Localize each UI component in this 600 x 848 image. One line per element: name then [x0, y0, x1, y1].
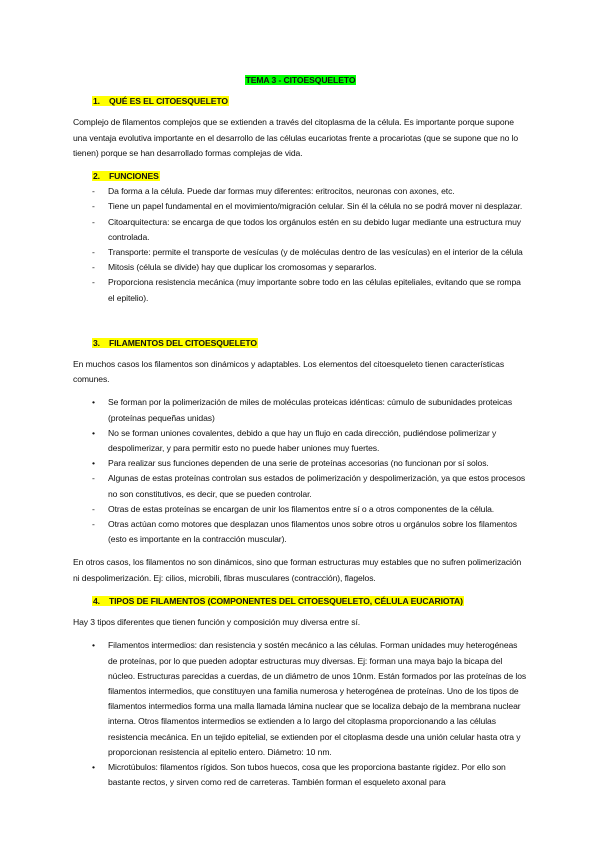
section-heading-3: 3. FILAMENTOS DEL CITOESQUELETO: [93, 337, 257, 348]
dash-marker: -: [92, 277, 95, 288]
list-item: - Citoarquitectura: se encarga de que todos los orgánulos estén en su debido lugar mediante una estructura muy controlada.: [92, 216, 521, 242]
filament-properties-list: [73, 395, 528, 471]
bullet-marker: •: [92, 397, 95, 408]
document-page: [73, 73, 528, 798]
dash-marker: -: [92, 201, 95, 212]
list-item: • Para realizar sus funciones dependen de una serie de proteínas accesorias (no funcionan por sí solos.: [73, 456, 528, 471]
bullet-marker: •: [92, 640, 95, 651]
section-heading-4: 4. TIPOS DE FILAMENTOS (COMPONENTES DEL CITOESQUELETO, CÉLULA EUCARIOTA): [93, 595, 463, 606]
dash-marker: -: [92, 473, 95, 484]
section-4-paragraph: Hay 3 tipos diferentes que tienen función y composición muy diversa entre sí.: [73, 617, 361, 628]
section-heading-1: 1. QUÉ ES EL CITOESQUELETO: [93, 96, 228, 107]
dash-marker: -: [92, 262, 95, 273]
list-item: - Da forma a la célula. Puede dar formas muy diferentes: eritrocitos, neuronas con axones, etc.: [73, 184, 528, 199]
dash-marker: -: [92, 247, 95, 258]
dash-marker: -: [92, 216, 95, 227]
bullet-marker: •: [92, 761, 95, 772]
section-3-closing: En otros casos, los filamentos no son dinámicos, sino que forman estructuras muy estables que no sufren polimerización ni despolimerización. Ej: cilios, microbili, fibras musculares (contracción), flagelos.: [73, 557, 522, 583]
section-1-paragraph: Complejo de filamentos complejos que se extienden a través del citoplasma de la célula. Es importante porque supone una ventaja evolutiva importante en el desarrollo de las células eucariotas frente a procariotas (que se supone que no lo tienen) porque se han desarrollado formas complejas de vida.: [73, 117, 519, 158]
dash-marker: -: [92, 519, 95, 530]
list-item: • No se forman uniones covalentes, debido a que hay un flujo en cada dirección, pudiéndose polimerizar y despolimerizar, y para permitir esto no puede haber uniones muy fuertes.: [92, 427, 497, 454]
section-heading-2: 2. FUNCIONES: [93, 171, 159, 182]
list-item: • Microtúbulos: filamentos rígidos. Son tubos huecos, cosa que les proporciona bastante rigidez. Por ello son bastante rectos, y sirven como red de carreteras. También forman el esqueleto axonal para: [92, 761, 506, 788]
bullet-marker: •: [92, 458, 95, 469]
filament-types-list: [73, 638, 528, 790]
list-item: - Tiene un papel fundamental en el movimiento/migración celular. Sin él la célula no se podrá mover ni desplazar.: [73, 199, 528, 214]
bullet-marker: •: [92, 427, 95, 438]
list-item: - Otras de estas proteínas se encargan de unir los filamentos entre sí o a otros componentes de la célula.: [73, 502, 528, 517]
functions-list: [73, 184, 528, 306]
list-item: - Otras actúan como motores que desplazan unos filamentos unos sobre otros u orgánulos sobre los filamentos (esto es importante en la contracción muscular).: [92, 519, 517, 545]
section-3-paragraph: En muchos casos los filamentos son dinámicos y adaptables. Los elementos del citoesqueleto tienen características comunes.: [73, 359, 505, 385]
document-title: TEMA 3 - CITOESQUELETO: [245, 75, 356, 85]
list-item: • Se forman por la polimerización de miles de moléculas proteicas idénticas: cúmulo de subunidades proteicas (proteínas pequeñas unidas): [92, 397, 513, 423]
accessory-proteins-list: [73, 471, 528, 547]
list-item: - Proporciona resistencia mecánica (muy importante sobre todo en las células epiteliales, evitando que se rompa el epitelio).: [92, 277, 521, 303]
list-item: - Transporte: permite el transporte de vesículas (y de moléculas dentro de las vesículas) en el interior de la célula: [73, 245, 528, 260]
dash-marker: -: [92, 503, 95, 514]
list-item: • Filamentos intermedios: dan resistencia y sostén mecánico a las células. Forman unidades muy heterogéneas de proteínas, por lo que pueden adoptar estructuras muy diversas. Ej: forman una maya bajo la bicapa del núcleo. Estructuras parecidas a cuerdas, de un diámetro de unos 10nm. Están formados por las proteínas de los filamentos intermedios, que constituyen una familia numerosa y heterogénea de proteínas. Uno de los tipos de filamentos intermedios forma una malla llamada lámina nuclear que se localiza debajo de la membrana nuclear interna. Otros filamentos intermedios se extienden a lo largo del citoplasma proporcionando a las células resistencia mecánica. En un tejido epitelial, se extienden por el citoplasma desde una unión celular hasta otra y proporcionan resistencia al epitelio entero. Diámetro: 10 nm.: [92, 640, 527, 757]
list-item: - Mitosis (célula se divide) hay que duplicar los cromosomas y separarlos.: [73, 260, 528, 275]
dash-marker: -: [92, 186, 95, 197]
list-item: - Algunas de estas proteínas controlan sus estados de polimerización y despolimerización, ya que estos procesos no son constitutivos, es decir, que se pueden controlar.: [92, 473, 526, 499]
